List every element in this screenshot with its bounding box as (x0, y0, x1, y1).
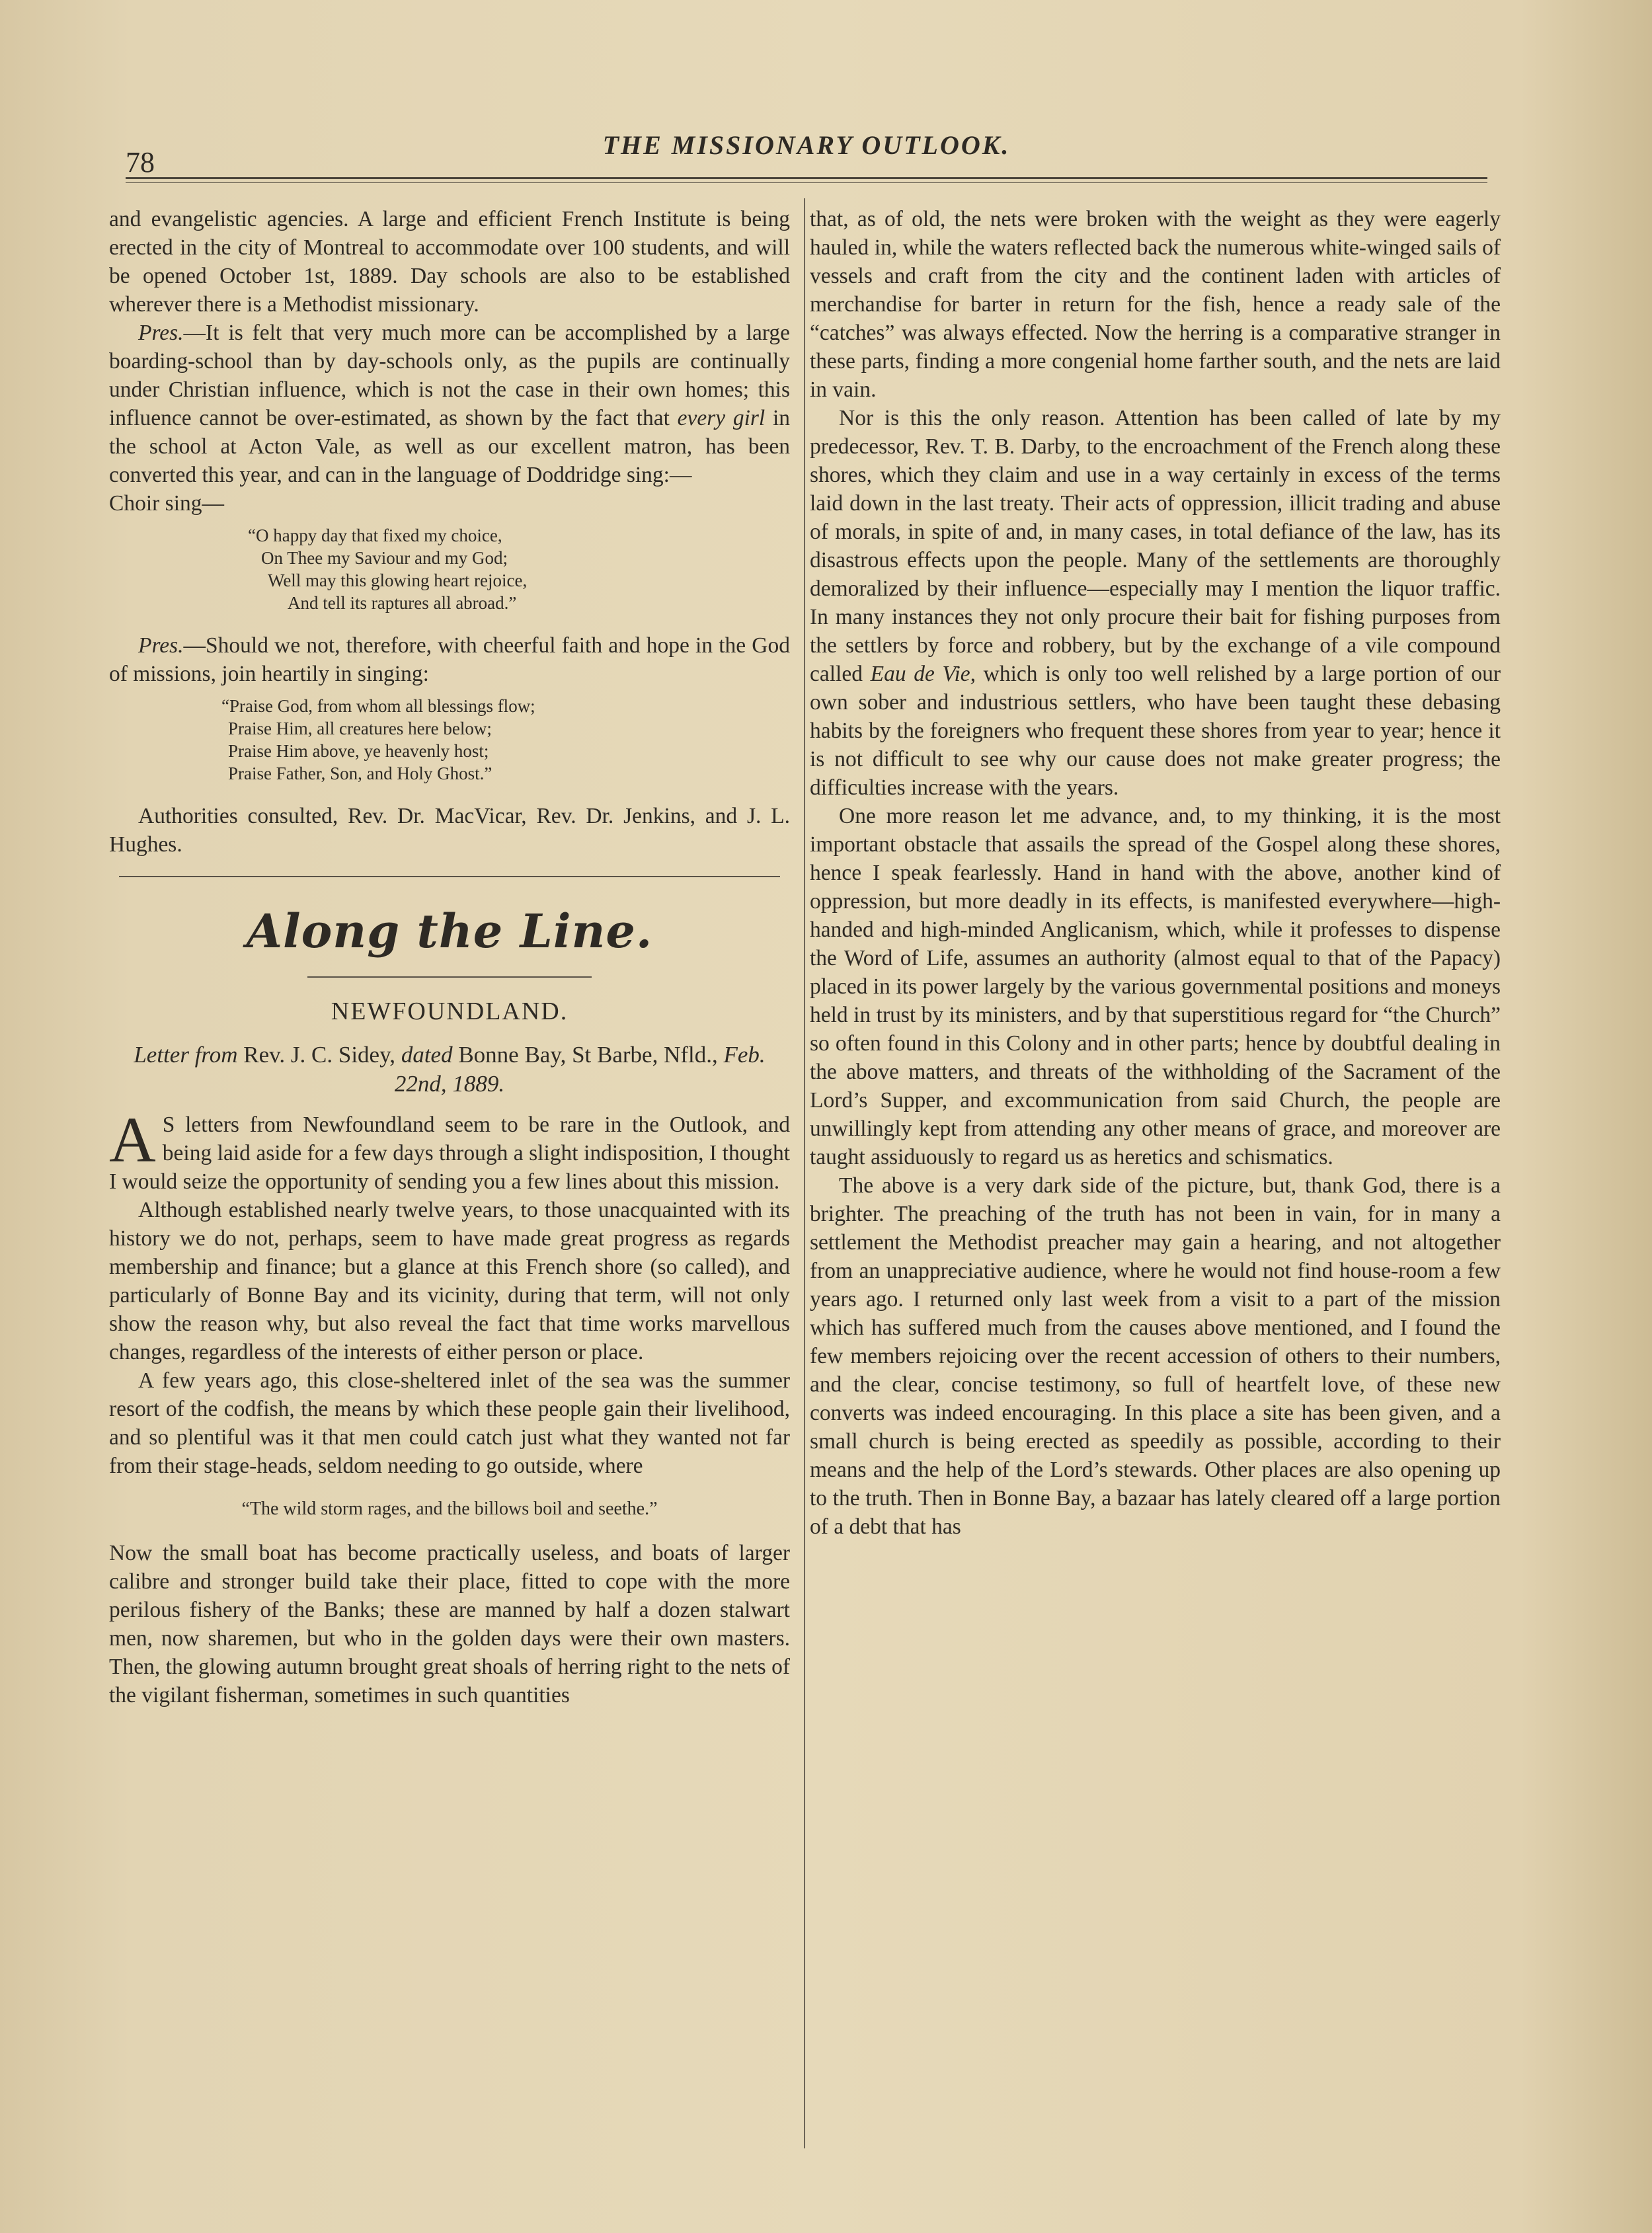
letter-dated: dated (401, 1042, 453, 1068)
column-divider (804, 198, 805, 2148)
page-header (126, 126, 1487, 178)
authorities-line: Authorities consulted, Rev. Dr. MacVicar, Rev. Dr. Jenkins, and J. L. Hughes. (109, 804, 790, 857)
verse-line: “Praise God, from whom all blessings flow; (221, 696, 535, 716)
quoted-line: “The wild storm rages, and the billows boil and seethe.” (241, 1499, 658, 1519)
paragraph (810, 404, 1501, 802)
verse-line: And tell its raptures all abroad.” (288, 593, 517, 613)
doxology-verse (109, 695, 790, 785)
paragraph (109, 1105, 790, 1196)
region-heading: NEWFOUNDLAND. (331, 998, 569, 1025)
section-heading: Along the Line. (246, 904, 653, 959)
speaker-label: Pres. (138, 321, 184, 345)
paragraph: The above is a very dark side of the picture, but, thank God, there is a brighter. The preaching of the truth has not been in vain, for in many a settlement the Methodist preacher may gain a hearing, and not altogether from an unappreciative audience, where he would not find house-room a few years ago. I returned only last week from a visit to a part of the mission which has suffered much from the causes above mentioned, and I found the few members rejoicing over the recent accession of others to their numbers, and the clear, concise testimony, so full of heartfelt love, of these new converts was indeed encouraging. In this place a site has been given, and a small church is being erected as speedily as possible, according to their means and the help of the Lord’s stewards. Other places are also opening up to the truth. Then in Bonne Bay, a bazaar has lately cleared off a large portion of a debt that has (810, 1173, 1501, 1539)
paragraph-text: —Should we not, therefore, with cheerful faith and hope in the God of missions, join heartily in singing: (109, 633, 790, 686)
verse-line: On Thee my Saviour and my God; (261, 548, 508, 568)
verse-line: “O happy day that fixed my choice, (248, 526, 502, 545)
journal-title: THE MISSIONARY OUTLOOK. (602, 130, 1011, 160)
right-column (810, 205, 1501, 1541)
letter-place: Bonne Bay, St Barbe, Nfld., (458, 1042, 718, 1068)
paragraph: and evangelistic agencies. A large and efficient French Institute is being erected in the city of Montreal to accommodate over 100 students, and will be opened October 1st, 1889. Day schools are also to be established wherever there is a Methodist missionary. (109, 207, 790, 317)
short-rule (307, 976, 592, 978)
paragraph-text: Nor is this the only reason. Attention has been called of late by my predecessor, Rev. T. B. Darby, to the encroachment of the French along these shores, which they claim and use in a way certainly in excess of the terms laid down in the last treaty. Their acts of oppression, illicit trading and abuse of morals, in spite of and, in many cases, in total defiance of the law, has its disastrous effects upon the people. Many of the settlements are thoroughly demoralized by their influence—especially may I mention the liquor traffic. In many instances they not only procure their bait for fishing purposes from the settlers by force and robbery, but by the exchange of a vile compound called (810, 406, 1501, 686)
paragraph-text: S letters from Newfoundland seem to be rare in the Outlook, and being laid aside for a few days through a slight indisposition, I thought I would seize the opportunity of sending you a few lines about this mission. (109, 1113, 790, 1194)
emphasis: Eau de Vie, (870, 662, 976, 686)
paragraph-text: in the school at Acton Vale, as well as our excellent matron, has been converted this year, and can in the language of Doddridge sing:— (109, 406, 790, 487)
verse-line: Praise Father, Son, and Holy Ghost.” (228, 764, 492, 783)
verse-line: Well may this glowing heart rejoice, (268, 570, 528, 590)
emphasis: every girl (677, 406, 766, 430)
paragraph: Now the small boat has become practically useless, and boats of larger calibre and stronger build take their place, fitted to cope with the more perilous fishery of the Banks; these are manned by half a dozen stalwart men, now sharemen, but who in the golden days were their own masters. Then, the glowing autumn brought great shoals of herring right to the nets of the vigilant fisherman, sometimes in such quantities (109, 1541, 790, 1707)
letter-from: Letter from (134, 1042, 238, 1068)
verse-line: Praise Him above, ye heavenly host; (228, 741, 489, 761)
section-rule (119, 876, 780, 877)
left-column (109, 205, 790, 1709)
paragraph-text: which is only too well relished by a large portion of our own sober and industrious settlers, who have been taught these debasing habits by the foreigners who frequent these shores from year to year; hence it is not difficult to see why our cause does not make greater progress; the difficulties increase with the years. (810, 662, 1501, 800)
letter-heading (109, 1040, 790, 1099)
speaker-label: Pres. (138, 633, 184, 658)
page-number: 78 (126, 146, 155, 178)
letter-date: Feb. 22nd, 1889. (394, 1042, 766, 1097)
paragraph: that, as of old, the nets were broken with the weight as they were eagerly hauled in, while the waters reflected back the numerous white-winged sails of vessels and craft from the city and the continent laden with articles of merchandise for barter in return for the fish, hence a ready sale of the “catches” was always effected. Now the herring is a comparative stranger in these parts, finding a more congenial home farther south, and the nets are laid in vain. (810, 207, 1501, 402)
choir-cue: Choir sing— (109, 491, 225, 516)
paragraph (109, 319, 790, 489)
header-rule (126, 177, 1487, 179)
verse-line: Praise Him, all creatures here below; (228, 719, 492, 738)
paragraph: Although established nearly twelve years, to those unacquainted with its history we do not, perhaps, seem to have made great progress as regards membership and finance; but a glance at this French shore (so called), and particularly of Bonne Bay and its vicinity, during that term, will not only show the reason why, but also reveal the fact that time works marvellous changes, regardless of the interests of either person or place. (109, 1198, 790, 1364)
letter-author: Rev. J. C. Sidey, (243, 1042, 396, 1068)
paragraph: A few years ago, this close-sheltered inlet of the sea was the summer resort of the codfish, the means by which these people gain their livelihood, and so plentiful was it that men could catch just what they wanted not far from their stage-heads, seldom needing to go outside, where (109, 1368, 790, 1478)
hymn-verse (109, 524, 790, 614)
paragraph-text: —It is felt that very much more can be accomplished by a large boarding-school than by day-schools only, as the pupils are continually under Christian influence, which is not the case in their own homes; this influence cannot be over-estimated, as shown by the fact that (109, 321, 790, 430)
paragraph (109, 631, 790, 688)
paragraph: One more reason let me advance, and, to my thinking, it is the most important obstacle that assails the spread of the Gospel along these shores, hence I speak fearlessly. Hand in hand with the above, another kind of oppression, but more deadly in its effects, is manifested everywhere—high-handed and high-minded Anglicanism, which, while it professes to dispense the Word of Life, assumes an authority (almost equal to that of the Papacy) placed in its power largely by the various governmental positions and moneys held in trust by its ministers, and by that superstitious regard for “the Church” so often found in this Colony and in other parts; hence by doubtful dealing in the above matters, and threats of the withholding of the Sacrament of the Lord’s Supper, and excommunication from said Church, the people are unwillingly kept from attending any other means of grace, and moreover are taught assiduously to regard us as heretics and schismatics. (810, 804, 1501, 1169)
header-rule-thin (126, 182, 1487, 183)
drop-cap: A (109, 1105, 156, 1176)
